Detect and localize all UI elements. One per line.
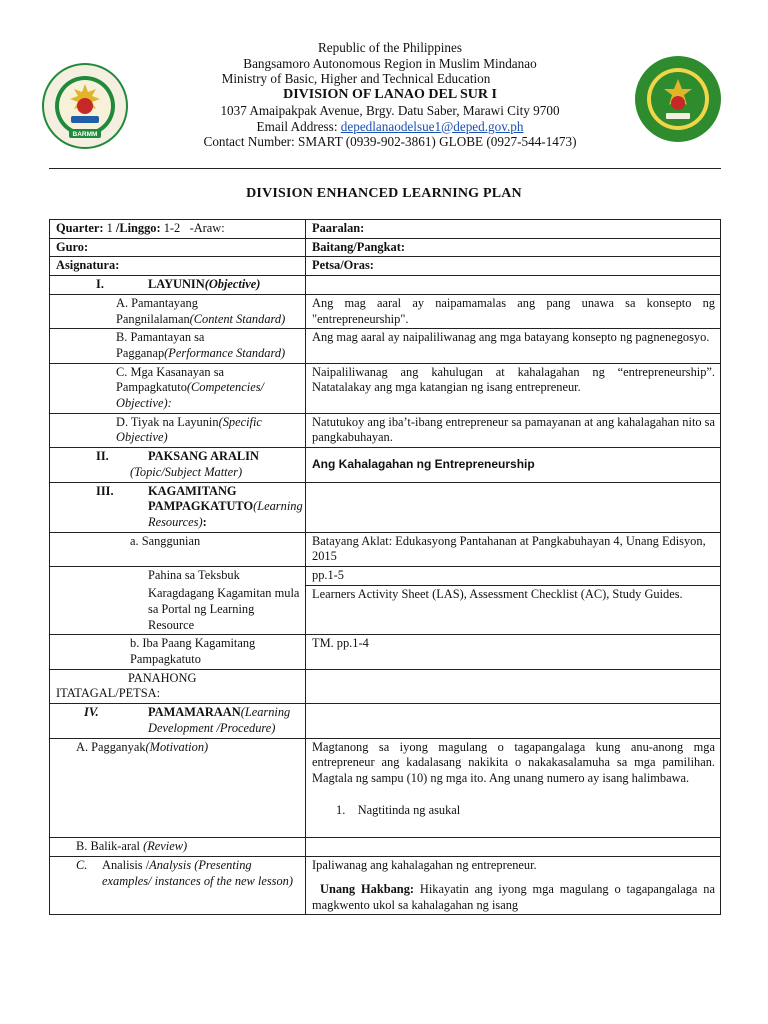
competencies-label [50, 363, 306, 413]
list-item [312, 803, 715, 837]
topic-value: Ang Kahalagahan ng Entrepreneurship [306, 448, 721, 482]
section-number: I. [96, 277, 104, 292]
list-number: 1. [336, 802, 346, 817]
section-title-en: (Topic/Subject Matter) [130, 464, 243, 479]
specific-objective-label [50, 413, 306, 447]
empty-cell [306, 704, 721, 738]
label-text-en: (Content Standard) [189, 311, 286, 326]
label-letter: C. [76, 858, 88, 873]
table-row [50, 532, 721, 566]
ministry-seal-icon [41, 62, 129, 150]
section-paksang-aralin [50, 448, 306, 482]
competency-2: Natatalakay ang mga katangian ng isang entrepreneur. [312, 380, 581, 395]
table-row [50, 738, 721, 838]
ministry-line: Ministry of Basic, Higher and Technical Education [221, 71, 491, 87]
table-row [50, 238, 721, 257]
section-title: PAKSANG ARALIN [148, 449, 259, 464]
competency-1: Naipaliliwanag ang kahulugan at kahalagahan ng “entrepreneurship”. [312, 364, 715, 379]
email-label: Email Address: [256, 118, 341, 134]
label-text-en: (Competencies/ Objective): [116, 380, 264, 411]
address-line: 1037 Amaipakpak Avenue, Brgy. Datu Saber, Marawi City 9700 [220, 102, 560, 118]
content-standard-value: Ang mag aaral ay naipamamalas ang pang unawa sa konsepto ng "entrepreneurship". [306, 294, 721, 328]
section-title-en: (Objective) [204, 277, 261, 292]
panahong-label: PANAHONG ITATAGAL/PETSA: [50, 669, 306, 703]
division-seal-icon [634, 55, 722, 143]
table-row [50, 363, 721, 413]
pagganyak-text: Magtanong sa iyong magulang o tagapangalaga kung anu-anong mga entrepreneur ang kadalasang nakikita o nakakasalamuha sa mga pamilihan. Magtala ng sampu (10) ng mga ito. Ang unang numero ay isang halimbawa. [312, 739, 715, 785]
section-title-en: (Learning Development /Procedure) [148, 705, 291, 735]
sanggunian-label: a. Sanggunian [50, 532, 306, 566]
specific-objective-value: Natutukoy ang iba’t-ibang entrepreneur sa pamayanan at ang kahalagahan nito sa pangkabuhayan. [306, 413, 721, 447]
performance-standard-label [50, 329, 306, 363]
pahina-label: Pahina sa Teksbuk [50, 567, 306, 586]
seal-banner-text: BARMM [72, 131, 98, 138]
list-text: Nagtitinda ng asukal [357, 802, 461, 817]
section-pamamaraan [50, 704, 306, 738]
analisis-label [50, 857, 306, 915]
label-text: B. Pamantayan sa Pagganap [116, 330, 205, 360]
email-line [160, 119, 620, 135]
label-text-en: (Review) [143, 839, 188, 854]
table-row [50, 482, 721, 532]
table-row [50, 220, 721, 239]
karagdagang-label: Karagdagang Kagamitan mula sa Portal ng Learning Resource [50, 585, 306, 635]
linggo-value: 1-2 [160, 221, 184, 235]
pahina-value: pp.1-5 [306, 567, 721, 586]
label-text: A. Pagganyak [76, 739, 146, 754]
empty-cell [306, 669, 721, 703]
label-text-en: (Performance Standard) [164, 345, 286, 360]
table-row [50, 413, 721, 447]
table-row [50, 635, 721, 669]
paaralan-cell: Paaralan: [306, 220, 721, 239]
country-line: Republic of the Philippines [318, 40, 462, 55]
linggo-label: /Linggo: [115, 221, 161, 235]
pagganyak-label [50, 738, 306, 838]
table-row [50, 294, 721, 328]
baitang-cell: Baitang/Pangkat: [306, 238, 721, 257]
section-title: LAYUNIN [148, 277, 205, 292]
araw-label: -Araw: [189, 221, 225, 235]
section-number: III. [96, 483, 114, 498]
competencies-value [306, 363, 721, 413]
table-row [50, 838, 721, 857]
sanggunian-value: Batayang Aklat: Edukasyong Pantahanan at Pangkabuhayan 4, Unang Edisyon, 2015 [306, 532, 721, 566]
step-text: Hikayatin ang iyong mga magulang o tagapangalaga na magkwento ukol sa kahalagahan ng isang [312, 881, 715, 912]
document-title: DIVISION ENHANCED LEARNING PLAN [246, 186, 522, 201]
guro-cell: Guro: [50, 238, 306, 257]
table-row [50, 257, 721, 276]
empty-cell [306, 838, 721, 857]
letterhead-text [160, 40, 620, 150]
learning-plan-table [49, 219, 721, 915]
section-layunin [50, 276, 306, 295]
balik-aral-label [50, 838, 306, 857]
petsa-cell: Petsa/Oras: [306, 257, 721, 276]
content-standard-label [50, 294, 306, 328]
karagdagang-value: Learners Activity Sheet (LAS), Assessment Checklist (AC), Study Guides. [306, 585, 721, 635]
empty-cell [306, 482, 721, 532]
section-title: KAGAMITANG PAMPAGKATUTO [148, 483, 254, 514]
table-row [50, 857, 721, 915]
step-label: Unang Hakbang: [320, 881, 415, 896]
header-divider [49, 168, 721, 169]
quarter-value: 1 [103, 221, 116, 235]
section-number: II. [96, 449, 109, 464]
table-row [50, 276, 721, 295]
letterhead [0, 40, 768, 160]
asignatura-cell: Asignatura: [50, 257, 306, 276]
label-text: D. Tiyak na Layunin [116, 414, 219, 429]
table-row [50, 329, 721, 363]
quarter-label: Quarter: [56, 221, 104, 235]
table-row [50, 585, 721, 635]
section-number: IV. [84, 705, 99, 720]
iba-value: TM. pp.1-4 [306, 635, 721, 669]
label-text: Analisis / [102, 858, 150, 873]
table-row [50, 567, 721, 586]
table-row [50, 669, 721, 703]
section-colon: : [202, 514, 207, 529]
label-text-en: (Motivation) [145, 739, 209, 754]
email-link[interactable]: depedlanaodelsue1@deped.gov.ph [340, 118, 524, 134]
label-text: C. Mga Kasanayan sa Pampagkatuto [116, 364, 225, 395]
performance-standard-value: Ang mag aaral ay naipaliliwanag ang mga batayang konsepto ng pagnenegosyo. [306, 329, 721, 363]
table-row [50, 448, 721, 482]
contact-line: Contact Number: SMART (0939-902-3861) GLOBE (0927-544-1473) [203, 134, 577, 150]
iba-label: b. Iba Paang Kagamitang Pampagkatuto [50, 635, 306, 669]
section-kagamitang [50, 482, 306, 532]
label-text-en: (Specific Objective) [116, 414, 262, 445]
label-text: B. Balik-aral [76, 839, 144, 854]
table-row [50, 704, 721, 738]
analisis-value [306, 857, 721, 915]
analisis-text: Ipaliwanag ang kahalagahan ng entrepreneur. [312, 858, 537, 873]
label-text-en: Analysis (Presenting examples/ instances of the new lesson) [102, 858, 293, 888]
region-line: Bangsamoro Autonomous Region in Muslim Mindanao [243, 55, 537, 71]
quarter-cell [50, 220, 306, 239]
division-name: DIVISION OF LANAO DEL SUR I [283, 87, 497, 103]
label-text: A. Pamantayang Pangnilalaman [116, 295, 198, 326]
section-title-en: (Learning Resources) [148, 499, 303, 529]
analisis-step [312, 882, 715, 913]
section-title: PAMAMARAAN [148, 705, 241, 720]
empty-cell [306, 276, 721, 295]
pagganyak-value [306, 738, 721, 838]
